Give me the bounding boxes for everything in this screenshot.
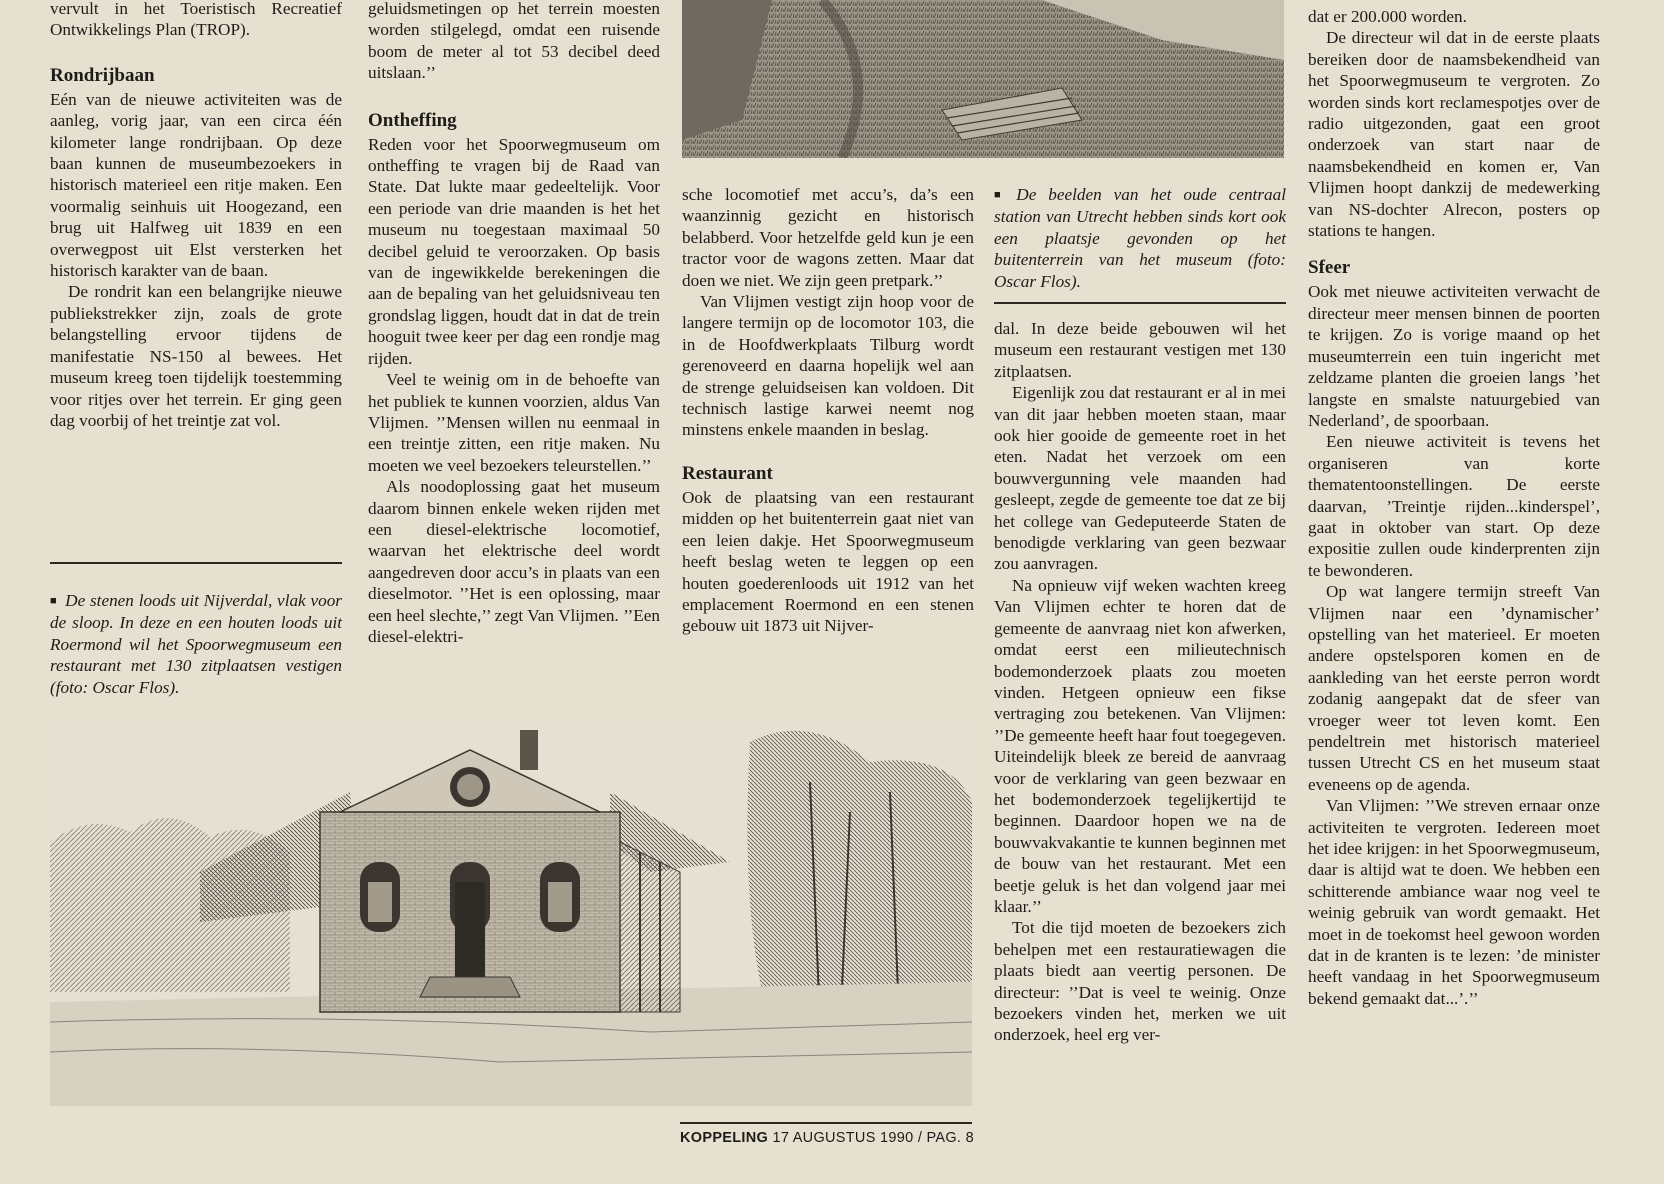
col5-paragraph: Van Vlijmen: ’’We streven ernaar onze activiteiten te vergroten. Iedereen moet het idee krijgen: in het Spoorwegmuseum, daar is altijd wat te doen. We hebben een schitterende ambiance waar nog veel te weinig gebruik van wordt gemaakt. Het moet in de toekomst heel gewoon worden dat in de kranten is te lezen: ’de minister heeft vandaag in het Spoorwegmuseum bekend gemaakt dat...’.’’ [1308, 796, 1600, 1008]
photo-caption-utrecht [994, 184, 1286, 292]
heading-sfeer: Sfeer [1308, 257, 1351, 279]
footer-page-number: / PAG. 8 [917, 1130, 974, 1146]
col1-divider [50, 562, 342, 564]
photo-grass-bench-image [682, 0, 1284, 158]
col5-paragraph: Op wat langere termijn streeft Van Vlijmen naar een ’dynamischer’ opstelling van het materieel. Er moeten andere opstelsporen komen en de aankleding van het eerste perron wordt zodanig aangepakt dat de sfeer van vroeger weer tot leven komt. Een pendeltrein met historisch materieel tussen Utrecht CS en het museum staat eveneens op de agenda. [1308, 582, 1600, 794]
page-footer [680, 1130, 974, 1146]
col3-paragraph: sche locomotief met accu’s, da’s een waanzinnig gezicht en historisch belabberd. Voor hetzelfde geld kun je een tractor voor de wagons zetten. Maar dat doen we niet. We zijn geen pretpark.’’ [682, 185, 974, 290]
heading-ontheffing: Ontheffing [368, 109, 457, 131]
footer-paper-name: KOPPELING [680, 1130, 769, 1146]
caption-text: De beelden van het oude centraal station van Utrecht hebben sinds kort ook een plaatsje gevonden op het buitenterrein van het museum (foto: Oscar Flos). [994, 185, 1286, 291]
footer-date: 17 AUGUSTUS 1990 [772, 1130, 914, 1146]
col5-paragraph: De directeur wil dat in de eerste plaats bereiken door de naamsbekendheid van het Spoorwegmuseum te vergroten. Zo worden sinds kort reclamespotjes over de radio uitgezonden, gaat een groot onderzoek van start naar de naamsbekendheid en komen er, Van Vlijmen hoopt dankzij de medewerking van NS-dochter Alrecon, posters op stations te hangen. [1308, 28, 1600, 241]
footer-divider [680, 1122, 972, 1124]
col3-paragraph: Ook de plaatsing van een restaurant midden op het buitenterrein gaat niet van een leien dakje. Het Spoorwegmuseum heeft beslag weten te leggen op een houten goederenloods uit 1912 van het emplacement Roermond en een stenen gebouw uit 1873 uit Nijver- [682, 487, 974, 636]
col4-divider [994, 302, 1286, 304]
col3-paragraph: Van Vlijmen vestigt zijn hoop voor de langere termijn op de locomotor 103, die in de Hoofdwerkplaats Tilburg wordt gerenoveerd en daarna hopelijk wel aan de strenge geluidseisen kan voldoen. Dit technisch lastige karwei neemt nog minstens enkele maanden in beslag. [682, 292, 974, 440]
col4-paragraph: Eigenlijk zou dat restaurant er al in mei van dit jaar hebben moeten staan, maar ook hier gooide de gemeente roet in het eten. Nadat het verzoek om een bouwvergunning vele maanden had gesleept, zegde de gemeente toe dat ze bij het college van Gedeputeerde Staten de benodigde verklaring van geen bezwaar zou aanvragen. [994, 383, 1286, 574]
col2-paragraph: Veel te weinig om in de behoefte van het publiek te kunnen voorzien, aldus Van Vlijmen. ’’Mensen willen nu eenmaal in een treintje zitten, een ritje maken. Nu moeten we veel bezoekers teleurstellen.’’ [368, 370, 660, 475]
col4-paragraph: Na opnieuw vijf weken wachten kreeg Van Vlijmen echter te horen dat de gemeente de aanvraag niet kon afwerken, omdat eerst een milieutechnisch bodemonderzoek plaats zou moeten vinden. Hetgeen opnieuw een fikse vertraging zou betekenen. Van Vlijmen: ’’De gemeente heeft haar fout toegegeven. Uiteindelijk bleek ze bereid de aanvraag voor de verklaring van geen bezwaar en het bodemonderzoek tegelijkertijd te beginnen. Daardoor hopen we na de bouwvakvakantie te kunnen beginnen met de bouw van het restaurant. Met een beetje geluk is het dan volgend jaar mei klaar.’’ [994, 575, 1286, 916]
column-4 [994, 318, 1286, 1046]
heading-restaurant: Restaurant [682, 462, 773, 484]
column-5 [1308, 6, 1600, 1009]
column-1 [50, 0, 342, 431]
column-3 [682, 184, 974, 637]
photo-nijverdal-shed [50, 722, 972, 1106]
column-2 [368, 0, 660, 647]
col2-paragraph: Reden voor het Spoorwegmuseum om ontheffing te vragen bij de Raad van State. Dat lukte maar gedeeltelijk. Voor een periode van drie maanden is het het museum nu toegestaan maximaal 50 decibel geluid te veroorzaken. Op basis van de ingewikkelde berekeningen die aan de bepaling van het geluidsniveau ten grondslag liggen, houdt dat in dat de trein hooguit twee keer per dag een rondje mag rijden. [368, 134, 660, 368]
col2-top-line: geluidsmetingen op het terrein moesten worden stilgelegd, omdat een ruisende boom de meter al tot 53 decibel deed uitslaan.’’ [368, 0, 660, 83]
col1-paragraph: Eén van de nieuwe activiteiten was de aanleg, vorig jaar, van een circa één kilometer lange rondrijbaan. Op deze baan kunnen de museumbezoekers in historisch materieel een ritje maken. Een voormalig seinhuis uit Hoogezand, een brug uit Halfweg uit 1839 en een overwegpost uit Elst versterken het historisch karakter van de baan. [50, 89, 342, 281]
square-bullet-icon: ■ [994, 189, 1009, 201]
col5-paragraph: Ook met nieuwe activiteiten verwacht de directeur meer mensen binnen de poorten te krijgen. Zo is vorige maand op het museumterrein een tuin ingericht met zeldzame planten die groeien langs ’het langste en smalste natuurgebied van Nederland’, de spoorbaan. [1308, 282, 1600, 430]
heading-rondrijbaan: Rondrijbaan [50, 64, 155, 86]
col1-paragraph: De rondrit kan een belangrijke nieuwe publiekstrekker zijn, zoals de grote belangstelling ervoor tijdens de manifestatie NS-150 al bewees. Het museum kreeg toen tijdelijk toestemming voor ritjes over het terrein. Er ging geen dag voorbij of het treintje zat vol. [50, 282, 342, 430]
col2-paragraph: Als noodoplossing gaat het museum daarom binnen enkele weken rijden met een diesel-elektrische locomotief, waarvan het elektrische deel wordt aangedreven door accu’s in plaats van een dieselmotor. ’’Het is een oplossing, maar een heel slechte,’’ zegt Van Vlijmen. ’’Een diesel-elektri- [368, 477, 660, 646]
square-bullet-icon: ■ [50, 595, 58, 607]
station-drawing-image [50, 722, 972, 1106]
col4-paragraph: dal. In deze beide gebouwen wil het museum een restaurant vestigen met 130 zitplaatsen. [994, 319, 1286, 381]
col5-paragraph: Een nieuwe activiteit is tevens het organiseren van korte thematentoonstellingen. De eerste daarvan, ’Treintje rijden...kinderspel’, gaat in oktober van start. Op deze expositie zullen oude kinderprenten zijn te bewonderen. [1308, 432, 1600, 580]
photo-station-statues [682, 0, 1284, 158]
col4-paragraph: Tot die tijd moeten de bezoekers zich behelpen met een restauratiewagen die plaats biedt aan veertig personen. De directeur: ’’Dat is veel te weinig. Onze bezoekers vinden het, merken we uit onderzoek, heel erg ver- [994, 918, 1286, 1045]
caption-text: De stenen loods uit Nijverdal, vlak voor de sloop. In deze en een houten loods uit Roermond wil het Spoorwegmuseum een restaurant met 130 zitplaatsen vestigen (foto: Oscar Flos). [50, 591, 342, 697]
photo-caption-nijverdal [50, 590, 342, 698]
col5-top-line: dat er 200.000 worden. [1308, 7, 1467, 26]
col1-top-line: vervult in het Toeristisch Recreatief Ontwikkelings Plan (TROP). [50, 0, 342, 40]
